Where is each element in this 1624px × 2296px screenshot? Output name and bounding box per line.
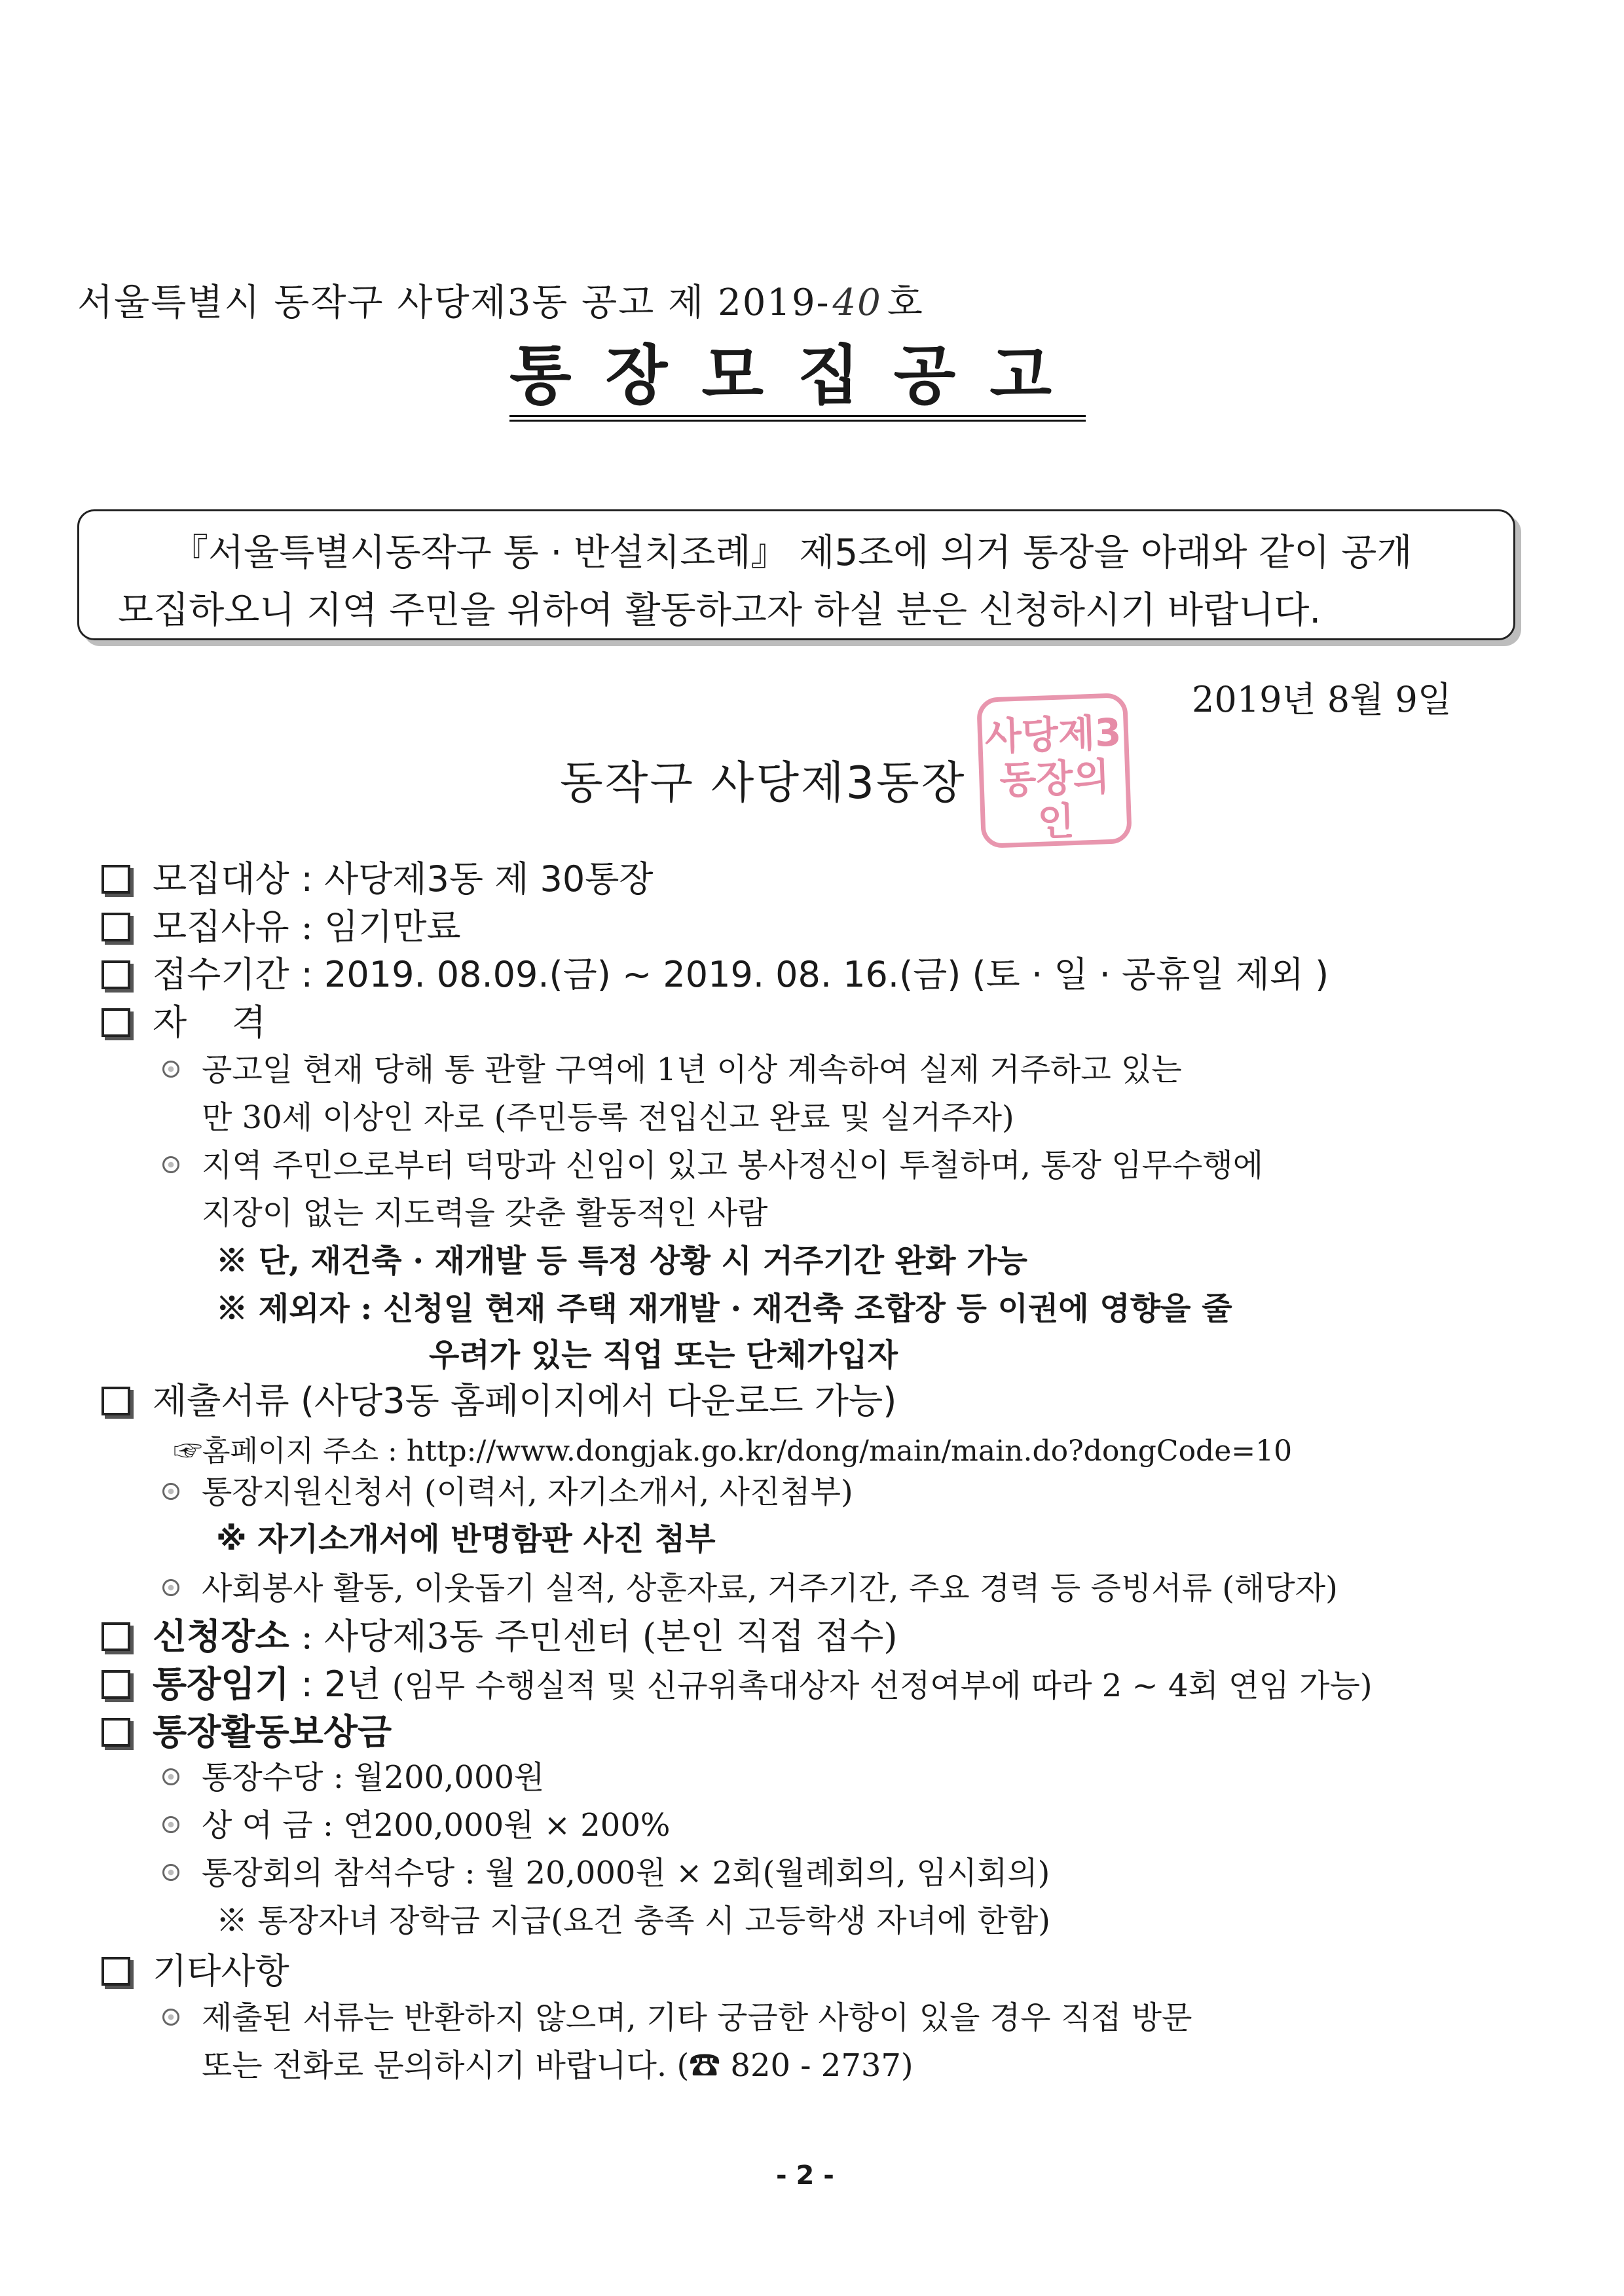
- section-reason: [101, 899, 461, 949]
- section-place: [101, 1609, 897, 1659]
- section-term: [101, 1656, 1373, 1707]
- section-label: 자 격: [153, 1002, 266, 1043]
- checkbox-icon: [101, 1622, 130, 1651]
- seal-line-1: 사당제3: [984, 710, 1122, 759]
- compensation-bullet-3: 통장회의 참석수당 : 월 20,000원 × 2회(월례회의, 임시회의): [162, 1848, 1050, 1893]
- bullet-circle-icon: [162, 1816, 179, 1833]
- section-label: 접수기간: [153, 954, 289, 995]
- official-seal: [976, 693, 1132, 848]
- section-qualification: [101, 994, 278, 1045]
- checkbox-icon: [101, 1718, 130, 1747]
- bullet-circle-icon: [162, 1864, 179, 1881]
- documents-bullet-1: 통장지원신청서 (이력서, 자기소개서, 사진첨부): [162, 1467, 853, 1512]
- section-label: 통장활동보상금: [153, 1711, 392, 1753]
- document-title: 통장모집공고: [509, 340, 1086, 422]
- bullet-circle-icon: [162, 1483, 179, 1500]
- checkbox-icon: [101, 865, 130, 894]
- notice-date: 2019년 8월 9일: [1192, 679, 1452, 720]
- section-label: 통장임기: [153, 1664, 289, 1705]
- section-target: [101, 851, 654, 902]
- notice-number: [77, 274, 924, 326]
- section-period: [101, 947, 1329, 997]
- section-label: 신청장소: [153, 1616, 289, 1657]
- homepage-url: ☞홈페이지 주소 : http://www.dongjak.go.kr/dong/main/main.do?dongCode=10: [174, 1434, 1293, 1468]
- bullet-circle-icon: [162, 1768, 179, 1785]
- checkbox-icon: [101, 1387, 130, 1415]
- qualification-note-1: ※ 단, 재건축 · 재개발 등 특정 상황 시 거주기간 완화 가능: [216, 1243, 1027, 1279]
- bullet-circle-icon: [162, 2009, 179, 2026]
- qualification-bullet-2: 지역 주민으로부터 덕망과 신임이 있고 봉사정신이 투철하며, 통장 임무수행에: [162, 1140, 1263, 1185]
- section-value: : 2019. 08.09.(금) ~ 2019. 08. 16.(금) (토 · 일 · 공휴일 제외 ): [301, 954, 1329, 995]
- section-value: : 사당제3동 제 30통장: [301, 858, 654, 900]
- issuer-name: 동작구 사당제3동장: [560, 757, 967, 809]
- checkbox-icon: [101, 1670, 130, 1699]
- qualification-bullet-1-cont: 만 30세 이상인 자로 (주민등록 전입신고 완료 및 실거주자): [202, 1099, 1014, 1136]
- checkbox-icon: [101, 913, 130, 941]
- section-label: 모집대상: [153, 858, 289, 900]
- page-number: - 2 -: [776, 2160, 834, 2191]
- qualification-bullet-1: 공고일 현재 당해 통 관할 구역에 1년 이상 계속하여 실제 거주하고 있는: [162, 1044, 1182, 1089]
- term-detail: (임무 수행실적 및 신규위촉대상자 선정여부에 따라 2 ~ 4회 연임 가능): [392, 1667, 1373, 1704]
- bullet-circle-icon: [162, 1156, 179, 1173]
- qualification-note-2-cont: 우려가 있는 직업 또는 단체가입자: [429, 1337, 898, 1374]
- bullet-circle-icon: [162, 1061, 179, 1078]
- section-documents: [101, 1373, 896, 1423]
- documents-note: ※ 자기소개서에 반명함판 사진 첨부: [216, 1521, 716, 1558]
- section-compensation: [101, 1704, 392, 1755]
- compensation-bullet-2: 상 여 금 : 연200,000원 × 200%: [162, 1800, 671, 1845]
- compensation-bullet-1: 통장수당 : 월200,000원: [162, 1752, 544, 1797]
- section-etc: [101, 1943, 289, 1994]
- checkbox-icon: [101, 1008, 130, 1037]
- compensation-note: ※ 통장자녀 장학금 지급(요건 충족 시 고등학생 자녀에 한함): [216, 1903, 1050, 1939]
- documents-bullet-2: 사회봉사 활동, 이웃돕기 실적, 상훈자료, 거주기간, 주요 경력 등 증빙서류 (해당자): [162, 1563, 1338, 1608]
- seal-line-2: 동장의인: [999, 754, 1111, 845]
- notice-prefix: 서울특별시 동작구 사당제3동 공고 제 2019-: [77, 282, 830, 324]
- handwritten-notice-number: 40: [832, 282, 882, 324]
- etc-bullet-1-cont: 또는 전화로 문의하시기 바랍니다. (☎ 820 - 2737): [202, 2047, 913, 2084]
- section-value: : 사당제3동 주민센터 (본인 직접 접수): [301, 1616, 898, 1657]
- etc-bullet-1: 제출된 서류는 반환하지 않으며, 기타 궁금한 사항이 있을 경우 직접 방문: [162, 1992, 1192, 2037]
- qualification-bullet-2-cont: 지장이 없는 지도력을 갖춘 활동적인 사람: [202, 1195, 768, 1231]
- bullet-circle-icon: [162, 1579, 179, 1596]
- section-label: 제출서류 (사당3동 홈페이지에서 다운로드 가능): [153, 1380, 897, 1421]
- notice-suffix: 호: [887, 282, 924, 324]
- checkbox-icon: [101, 960, 130, 989]
- section-value: : 임기만료: [301, 906, 461, 947]
- section-label: 모집사유: [153, 906, 289, 947]
- intro-line-1: 『서울특별시동작구 통 · 반설치조례』 제5조에 의거 통장을 아래와 같이 공개: [172, 532, 1412, 574]
- section-label: 기타사항: [153, 1950, 289, 1992]
- intro-line-2: 모집하오니 지역 주민을 위하여 활동하고자 하실 분은 신청하시기 바랍니다.: [118, 589, 1321, 632]
- section-value: : 2년: [301, 1664, 381, 1705]
- checkbox-icon: [101, 1957, 130, 1986]
- qualification-note-2: ※ 제외자 : 신청일 현재 주택 재개발 · 재건축 조합장 등 이권에 영향을 줄: [216, 1290, 1232, 1327]
